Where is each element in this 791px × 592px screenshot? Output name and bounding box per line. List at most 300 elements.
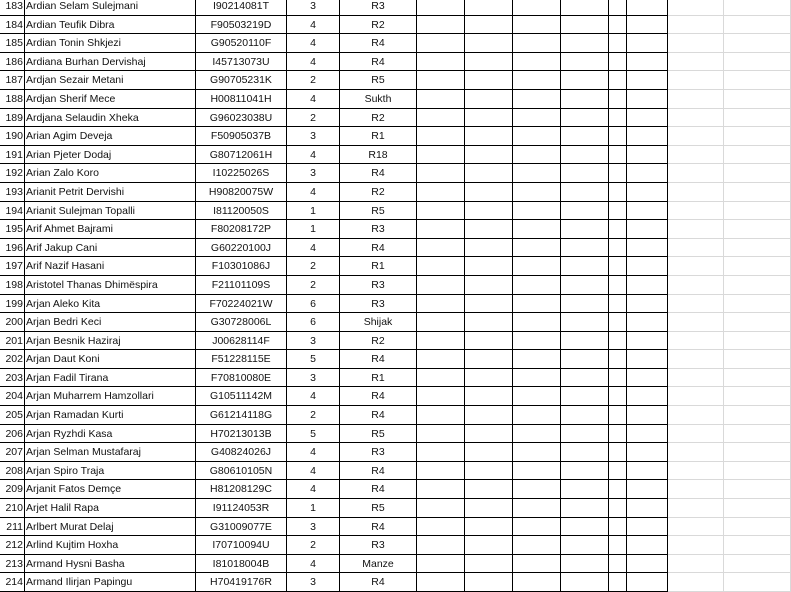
empty-cell[interactable] xyxy=(668,34,724,53)
empty-cell[interactable] xyxy=(724,555,791,574)
name-cell[interactable]: Ardian Selam Sulejmani xyxy=(25,0,196,16)
id-cell[interactable]: F50905037B xyxy=(196,127,287,146)
empty-cell[interactable] xyxy=(609,332,627,351)
name-cell[interactable]: Arjan Ryzhdi Kasa xyxy=(25,425,196,444)
empty-cell[interactable] xyxy=(724,239,791,258)
code-cell[interactable]: R2 xyxy=(340,183,417,202)
empty-cell[interactable] xyxy=(513,295,561,314)
empty-cell[interactable] xyxy=(561,573,609,592)
id-cell[interactable]: G90520110F xyxy=(196,34,287,53)
number-cell[interactable]: 4 xyxy=(287,90,340,109)
empty-cell[interactable] xyxy=(465,34,513,53)
empty-cell[interactable] xyxy=(724,257,791,276)
empty-cell[interactable] xyxy=(465,387,513,406)
empty-cell[interactable] xyxy=(513,109,561,128)
empty-cell[interactable] xyxy=(609,573,627,592)
id-cell[interactable]: I45713073U xyxy=(196,53,287,72)
empty-cell[interactable] xyxy=(513,350,561,369)
empty-cell[interactable] xyxy=(724,220,791,239)
empty-cell[interactable] xyxy=(724,462,791,481)
name-cell[interactable]: Arianit Petrit Dervishi xyxy=(25,183,196,202)
empty-cell[interactable] xyxy=(724,71,791,90)
id-cell[interactable]: I70710094U xyxy=(196,536,287,555)
empty-cell[interactable] xyxy=(513,573,561,592)
id-cell[interactable]: F70224021W xyxy=(196,295,287,314)
name-cell[interactable]: Arian Agim Deveja xyxy=(25,127,196,146)
code-cell[interactable]: R3 xyxy=(340,443,417,462)
number-cell[interactable]: 2 xyxy=(287,109,340,128)
empty-cell[interactable] xyxy=(513,53,561,72)
empty-cell[interactable] xyxy=(561,0,609,16)
empty-cell[interactable] xyxy=(465,295,513,314)
row-number-cell[interactable]: 194 xyxy=(0,202,25,221)
empty-cell[interactable] xyxy=(417,71,465,90)
name-cell[interactable]: Arlind Kujtim Hoxha xyxy=(25,536,196,555)
code-cell[interactable]: R3 xyxy=(340,295,417,314)
empty-cell[interactable] xyxy=(561,295,609,314)
empty-cell[interactable] xyxy=(417,276,465,295)
empty-cell[interactable] xyxy=(465,350,513,369)
empty-cell[interactable] xyxy=(668,480,724,499)
code-cell[interactable]: R2 xyxy=(340,332,417,351)
empty-cell[interactable] xyxy=(609,443,627,462)
id-cell[interactable]: G90705231K xyxy=(196,71,287,90)
row-number-cell[interactable]: 183 xyxy=(0,0,25,16)
number-cell[interactable]: 3 xyxy=(287,369,340,388)
empty-cell[interactable] xyxy=(724,109,791,128)
empty-cell[interactable] xyxy=(465,480,513,499)
empty-cell[interactable] xyxy=(668,276,724,295)
empty-cell[interactable] xyxy=(724,573,791,592)
number-cell[interactable]: 6 xyxy=(287,313,340,332)
code-cell[interactable]: R1 xyxy=(340,257,417,276)
empty-cell[interactable] xyxy=(513,480,561,499)
empty-cell[interactable] xyxy=(668,109,724,128)
empty-cell[interactable] xyxy=(561,369,609,388)
id-cell[interactable]: G80712061H xyxy=(196,146,287,165)
empty-cell[interactable] xyxy=(465,555,513,574)
code-cell[interactable]: R4 xyxy=(340,406,417,425)
empty-cell[interactable] xyxy=(609,536,627,555)
row-number-cell[interactable]: 204 xyxy=(0,387,25,406)
empty-cell[interactable] xyxy=(561,146,609,165)
empty-cell[interactable] xyxy=(724,90,791,109)
row-number-cell[interactable]: 198 xyxy=(0,276,25,295)
id-cell[interactable]: I10225026S xyxy=(196,164,287,183)
empty-cell[interactable] xyxy=(417,164,465,183)
empty-cell[interactable] xyxy=(609,369,627,388)
empty-cell[interactable] xyxy=(724,16,791,35)
empty-cell[interactable] xyxy=(668,183,724,202)
empty-cell[interactable] xyxy=(724,164,791,183)
empty-cell[interactable] xyxy=(561,443,609,462)
id-cell[interactable]: G61214118G xyxy=(196,406,287,425)
empty-cell[interactable] xyxy=(417,313,465,332)
name-cell[interactable]: Arjan Spiro Traja xyxy=(25,462,196,481)
empty-cell[interactable] xyxy=(668,127,724,146)
name-cell[interactable]: Ardian Teufik Dibra xyxy=(25,16,196,35)
name-cell[interactable]: Arian Zalo Koro xyxy=(25,164,196,183)
empty-cell[interactable] xyxy=(513,16,561,35)
empty-cell[interactable] xyxy=(417,499,465,518)
empty-cell[interactable] xyxy=(627,90,668,109)
empty-cell[interactable] xyxy=(417,536,465,555)
empty-cell[interactable] xyxy=(724,369,791,388)
name-cell[interactable]: Ardjana Selaudin Xheka xyxy=(25,109,196,128)
number-cell[interactable]: 4 xyxy=(287,387,340,406)
empty-cell[interactable] xyxy=(513,536,561,555)
name-cell[interactable]: Arif Jakup Cani xyxy=(25,239,196,258)
empty-cell[interactable] xyxy=(724,295,791,314)
empty-cell[interactable] xyxy=(724,0,791,16)
empty-cell[interactable] xyxy=(465,220,513,239)
id-cell[interactable]: G80610105N xyxy=(196,462,287,481)
empty-cell[interactable] xyxy=(724,425,791,444)
row-number-cell[interactable]: 190 xyxy=(0,127,25,146)
empty-cell[interactable] xyxy=(668,332,724,351)
code-cell[interactable]: Manze xyxy=(340,555,417,574)
id-cell[interactable]: G30728006L xyxy=(196,313,287,332)
empty-cell[interactable] xyxy=(513,276,561,295)
empty-cell[interactable] xyxy=(668,0,724,16)
name-cell[interactable]: Arlbert Murat Delaj xyxy=(25,518,196,537)
empty-cell[interactable] xyxy=(417,90,465,109)
empty-cell[interactable] xyxy=(465,202,513,221)
empty-cell[interactable] xyxy=(609,34,627,53)
code-cell[interactable]: R4 xyxy=(340,239,417,258)
number-cell[interactable]: 5 xyxy=(287,425,340,444)
empty-cell[interactable] xyxy=(668,164,724,183)
empty-cell[interactable] xyxy=(609,406,627,425)
id-cell[interactable]: F80208172P xyxy=(196,220,287,239)
empty-cell[interactable] xyxy=(513,462,561,481)
empty-cell[interactable] xyxy=(724,53,791,72)
number-cell[interactable]: 4 xyxy=(287,16,340,35)
empty-cell[interactable] xyxy=(561,555,609,574)
empty-cell[interactable] xyxy=(627,443,668,462)
empty-cell[interactable] xyxy=(724,406,791,425)
empty-cell[interactable] xyxy=(561,109,609,128)
empty-cell[interactable] xyxy=(724,536,791,555)
code-cell[interactable]: Shijak xyxy=(340,313,417,332)
name-cell[interactable]: Arjan Ramadan Kurti xyxy=(25,406,196,425)
empty-cell[interactable] xyxy=(465,462,513,481)
empty-cell[interactable] xyxy=(668,202,724,221)
empty-cell[interactable] xyxy=(513,127,561,146)
name-cell[interactable]: Arjan Daut Koni xyxy=(25,350,196,369)
empty-cell[interactable] xyxy=(465,332,513,351)
empty-cell[interactable] xyxy=(627,313,668,332)
empty-cell[interactable] xyxy=(513,499,561,518)
empty-cell[interactable] xyxy=(465,499,513,518)
id-cell[interactable]: G40824026J xyxy=(196,443,287,462)
row-number-cell[interactable]: 205 xyxy=(0,406,25,425)
number-cell[interactable]: 4 xyxy=(287,53,340,72)
empty-cell[interactable] xyxy=(609,146,627,165)
empty-cell[interactable] xyxy=(724,518,791,537)
empty-cell[interactable] xyxy=(627,387,668,406)
name-cell[interactable]: Armand Ilirjan Papingu xyxy=(25,573,196,592)
empty-cell[interactable] xyxy=(465,425,513,444)
id-cell[interactable]: I81018004B xyxy=(196,555,287,574)
row-number-cell[interactable]: 185 xyxy=(0,34,25,53)
empty-cell[interactable] xyxy=(668,295,724,314)
code-cell[interactable]: R3 xyxy=(340,0,417,16)
id-cell[interactable]: G10511142M xyxy=(196,387,287,406)
empty-cell[interactable] xyxy=(513,146,561,165)
empty-cell[interactable] xyxy=(609,202,627,221)
empty-cell[interactable] xyxy=(668,387,724,406)
row-number-cell[interactable]: 210 xyxy=(0,499,25,518)
id-cell[interactable]: F90503219D xyxy=(196,16,287,35)
empty-cell[interactable] xyxy=(724,146,791,165)
empty-cell[interactable] xyxy=(668,146,724,165)
id-cell[interactable]: J00628114F xyxy=(196,332,287,351)
empty-cell[interactable] xyxy=(513,443,561,462)
empty-cell[interactable] xyxy=(627,183,668,202)
row-number-cell[interactable]: 197 xyxy=(0,257,25,276)
id-cell[interactable]: I81120050S xyxy=(196,202,287,221)
empty-cell[interactable] xyxy=(513,313,561,332)
empty-cell[interactable] xyxy=(417,462,465,481)
empty-cell[interactable] xyxy=(465,0,513,16)
number-cell[interactable]: 3 xyxy=(287,164,340,183)
number-cell[interactable]: 4 xyxy=(287,480,340,499)
row-number-cell[interactable]: 206 xyxy=(0,425,25,444)
empty-cell[interactable] xyxy=(513,387,561,406)
empty-cell[interactable] xyxy=(668,518,724,537)
row-number-cell[interactable]: 187 xyxy=(0,71,25,90)
code-cell[interactable]: R4 xyxy=(340,518,417,537)
empty-cell[interactable] xyxy=(609,71,627,90)
empty-cell[interactable] xyxy=(561,462,609,481)
empty-cell[interactable] xyxy=(465,109,513,128)
empty-cell[interactable] xyxy=(668,555,724,574)
row-number-cell[interactable]: 212 xyxy=(0,536,25,555)
row-number-cell[interactable]: 207 xyxy=(0,443,25,462)
empty-cell[interactable] xyxy=(561,239,609,258)
row-number-cell[interactable]: 189 xyxy=(0,109,25,128)
name-cell[interactable]: Aristotel Thanas Dhimëspira xyxy=(25,276,196,295)
empty-cell[interactable] xyxy=(465,127,513,146)
empty-cell[interactable] xyxy=(724,350,791,369)
empty-cell[interactable] xyxy=(627,220,668,239)
empty-cell[interactable] xyxy=(609,462,627,481)
row-number-cell[interactable]: 191 xyxy=(0,146,25,165)
row-number-cell[interactable]: 196 xyxy=(0,239,25,258)
empty-cell[interactable] xyxy=(609,16,627,35)
code-cell[interactable]: R4 xyxy=(340,480,417,499)
empty-cell[interactable] xyxy=(609,313,627,332)
row-number-cell[interactable]: 199 xyxy=(0,295,25,314)
empty-cell[interactable] xyxy=(561,518,609,537)
empty-cell[interactable] xyxy=(417,202,465,221)
empty-cell[interactable] xyxy=(609,0,627,16)
empty-cell[interactable] xyxy=(561,164,609,183)
empty-cell[interactable] xyxy=(627,518,668,537)
empty-cell[interactable] xyxy=(561,313,609,332)
number-cell[interactable]: 2 xyxy=(287,71,340,90)
empty-cell[interactable] xyxy=(627,202,668,221)
empty-cell[interactable] xyxy=(465,164,513,183)
name-cell[interactable]: Arjan Muharrem Hamzollari xyxy=(25,387,196,406)
empty-cell[interactable] xyxy=(609,518,627,537)
empty-cell[interactable] xyxy=(417,443,465,462)
row-number-cell[interactable]: 203 xyxy=(0,369,25,388)
empty-cell[interactable] xyxy=(513,425,561,444)
empty-cell[interactable] xyxy=(513,0,561,16)
number-cell[interactable]: 6 xyxy=(287,295,340,314)
empty-cell[interactable] xyxy=(465,573,513,592)
empty-cell[interactable] xyxy=(668,71,724,90)
empty-cell[interactable] xyxy=(627,555,668,574)
number-cell[interactable]: 3 xyxy=(287,573,340,592)
empty-cell[interactable] xyxy=(609,387,627,406)
empty-cell[interactable] xyxy=(609,164,627,183)
row-number-cell[interactable]: 202 xyxy=(0,350,25,369)
row-number-cell[interactable]: 213 xyxy=(0,555,25,574)
number-cell[interactable]: 4 xyxy=(287,183,340,202)
empty-cell[interactable] xyxy=(561,71,609,90)
empty-cell[interactable] xyxy=(627,34,668,53)
code-cell[interactable]: R2 xyxy=(340,16,417,35)
row-number-cell[interactable]: 209 xyxy=(0,480,25,499)
name-cell[interactable]: Ardjan Sherif Mece xyxy=(25,90,196,109)
name-cell[interactable]: Arjan Aleko Kita xyxy=(25,295,196,314)
empty-cell[interactable] xyxy=(561,90,609,109)
empty-cell[interactable] xyxy=(627,0,668,16)
empty-cell[interactable] xyxy=(609,295,627,314)
empty-cell[interactable] xyxy=(513,406,561,425)
empty-cell[interactable] xyxy=(668,257,724,276)
empty-cell[interactable] xyxy=(513,90,561,109)
empty-cell[interactable] xyxy=(609,239,627,258)
empty-cell[interactable] xyxy=(417,518,465,537)
empty-cell[interactable] xyxy=(561,536,609,555)
empty-cell[interactable] xyxy=(417,573,465,592)
number-cell[interactable]: 2 xyxy=(287,276,340,295)
number-cell[interactable]: 3 xyxy=(287,127,340,146)
code-cell[interactable]: R4 xyxy=(340,350,417,369)
id-cell[interactable]: H70213013B xyxy=(196,425,287,444)
empty-cell[interactable] xyxy=(417,257,465,276)
id-cell[interactable]: H00811041H xyxy=(196,90,287,109)
row-number-cell[interactable]: 195 xyxy=(0,220,25,239)
id-cell[interactable]: G60220100J xyxy=(196,239,287,258)
id-cell[interactable]: H90820075W xyxy=(196,183,287,202)
empty-cell[interactable] xyxy=(668,573,724,592)
empty-cell[interactable] xyxy=(465,90,513,109)
empty-cell[interactable] xyxy=(724,183,791,202)
name-cell[interactable]: Arian Pjeter Dodaj xyxy=(25,146,196,165)
number-cell[interactable]: 2 xyxy=(287,536,340,555)
empty-cell[interactable] xyxy=(668,16,724,35)
number-cell[interactable]: 4 xyxy=(287,239,340,258)
empty-cell[interactable] xyxy=(465,257,513,276)
row-number-cell[interactable]: 184 xyxy=(0,16,25,35)
code-cell[interactable]: R5 xyxy=(340,202,417,221)
code-cell[interactable]: R4 xyxy=(340,53,417,72)
number-cell[interactable]: 4 xyxy=(287,462,340,481)
row-number-cell[interactable]: 193 xyxy=(0,183,25,202)
empty-cell[interactable] xyxy=(609,90,627,109)
number-cell[interactable]: 1 xyxy=(287,220,340,239)
empty-cell[interactable] xyxy=(513,257,561,276)
empty-cell[interactable] xyxy=(724,202,791,221)
empty-cell[interactable] xyxy=(417,16,465,35)
empty-cell[interactable] xyxy=(417,146,465,165)
number-cell[interactable]: 2 xyxy=(287,257,340,276)
empty-cell[interactable] xyxy=(627,164,668,183)
code-cell[interactable]: R4 xyxy=(340,164,417,183)
empty-cell[interactable] xyxy=(627,536,668,555)
empty-cell[interactable] xyxy=(513,34,561,53)
empty-cell[interactable] xyxy=(627,109,668,128)
empty-cell[interactable] xyxy=(627,332,668,351)
empty-cell[interactable] xyxy=(417,555,465,574)
number-cell[interactable]: 4 xyxy=(287,34,340,53)
empty-cell[interactable] xyxy=(668,239,724,258)
number-cell[interactable]: 1 xyxy=(287,202,340,221)
empty-cell[interactable] xyxy=(668,462,724,481)
row-number-cell[interactable]: 211 xyxy=(0,518,25,537)
empty-cell[interactable] xyxy=(561,220,609,239)
empty-cell[interactable] xyxy=(724,387,791,406)
empty-cell[interactable] xyxy=(465,443,513,462)
empty-cell[interactable] xyxy=(417,239,465,258)
empty-cell[interactable] xyxy=(724,499,791,518)
empty-cell[interactable] xyxy=(513,369,561,388)
empty-cell[interactable] xyxy=(561,16,609,35)
empty-cell[interactable] xyxy=(561,202,609,221)
name-cell[interactable]: Arjan Selman Mustafaraj xyxy=(25,443,196,462)
empty-cell[interactable] xyxy=(513,239,561,258)
empty-cell[interactable] xyxy=(668,425,724,444)
row-number-cell[interactable]: 188 xyxy=(0,90,25,109)
empty-cell[interactable] xyxy=(561,480,609,499)
empty-cell[interactable] xyxy=(417,127,465,146)
empty-cell[interactable] xyxy=(627,239,668,258)
code-cell[interactable]: R5 xyxy=(340,71,417,90)
number-cell[interactable]: 2 xyxy=(287,406,340,425)
empty-cell[interactable] xyxy=(417,183,465,202)
empty-cell[interactable] xyxy=(561,53,609,72)
empty-cell[interactable] xyxy=(465,183,513,202)
empty-cell[interactable] xyxy=(609,109,627,128)
id-cell[interactable]: F70810080E xyxy=(196,369,287,388)
empty-cell[interactable] xyxy=(465,406,513,425)
name-cell[interactable]: Ardiana Burhan Dervishaj xyxy=(25,53,196,72)
empty-cell[interactable] xyxy=(417,350,465,369)
number-cell[interactable]: 4 xyxy=(287,146,340,165)
empty-cell[interactable] xyxy=(513,220,561,239)
empty-cell[interactable] xyxy=(609,53,627,72)
code-cell[interactable]: R3 xyxy=(340,220,417,239)
code-cell[interactable]: R5 xyxy=(340,425,417,444)
row-number-cell[interactable]: 214 xyxy=(0,573,25,592)
empty-cell[interactable] xyxy=(417,369,465,388)
empty-cell[interactable] xyxy=(724,313,791,332)
number-cell[interactable]: 4 xyxy=(287,555,340,574)
empty-cell[interactable] xyxy=(513,555,561,574)
name-cell[interactable]: Arjan Bedri Keci xyxy=(25,313,196,332)
empty-cell[interactable] xyxy=(627,480,668,499)
code-cell[interactable]: R4 xyxy=(340,34,417,53)
code-cell[interactable]: R3 xyxy=(340,536,417,555)
code-cell[interactable]: R4 xyxy=(340,573,417,592)
empty-cell[interactable] xyxy=(609,127,627,146)
empty-cell[interactable] xyxy=(668,406,724,425)
